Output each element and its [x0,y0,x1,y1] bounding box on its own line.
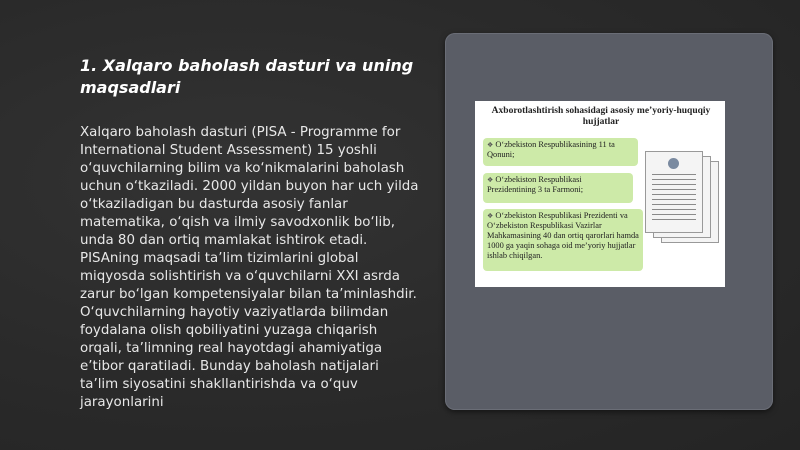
diamond-bullet-icon: ❖ [487,141,494,149]
figure-item [483,209,643,271]
document-stack-illustration [645,151,719,243]
emblem-icon [668,158,679,169]
diamond-bullet-icon: ❖ [487,176,494,184]
figure-item-text: O‘zbekiston Respublikasining 11 ta Qonuni; [487,140,615,159]
figure-title: Axborotlashtirish sohasidagi asosiy me’yoriy-huquqiy hujjatlar [491,106,711,127]
figure-item-text: O‘zbekiston Respublikasi Prezidenti va O‘zbekiston Respublikasi Vazirlar Mahkamasining 40 dan ortiq qarorlari hamda 1000 ga yaqin sohaga oid me’yoriy hujjatlar ishlab chiqilgan. [487,211,639,260]
embedded-figure [475,101,725,287]
slide-body-text: Xalqaro baholash dasturi (PISA - Programme for International Student Assessment) 15 yoshli o‘quvchilarning bilim va ko‘nikmalarini baholash uchun o‘tkaziladi. 2000 yildan buyon har uch yilda o‘tkaziladigan bu dasturda asosiy fanlar matematika, o‘qish va ilmiy savodxonlik bo‘lib, unda 80 dan ortiq mamlakat ishtirok etadi. PISAning maqsadi ta’lim tizimlarini global miqyosda solishtirish va o‘quvchilarni XXI asrda zarur bo‘lgan kompetensiyalar bilan ta’minlashdir. O‘quvchilarning hayotiy vaziyatlarda bilimdan foydalana olish qobiliyatini yuzaga chiqarish orqali, ta’limning real hayotdagi ahamiyatiga e’tibor qaratiladi. Bunday baholash natijalari ta’lim siyosatini shakllantirishda va o‘quv jarayonlarini [80,125,419,410]
figure-item-text: O‘zbekiston Respublikasi Prezidentining 3 ta Farmoni; [487,175,584,194]
figure-item [483,173,633,203]
diamond-bullet-icon: ❖ [487,212,494,220]
slide-heading: 1. Xalqaro baholash dasturi va uning maqsadlari [80,56,414,97]
figure-item [483,138,638,166]
document-page-icon [645,151,703,233]
